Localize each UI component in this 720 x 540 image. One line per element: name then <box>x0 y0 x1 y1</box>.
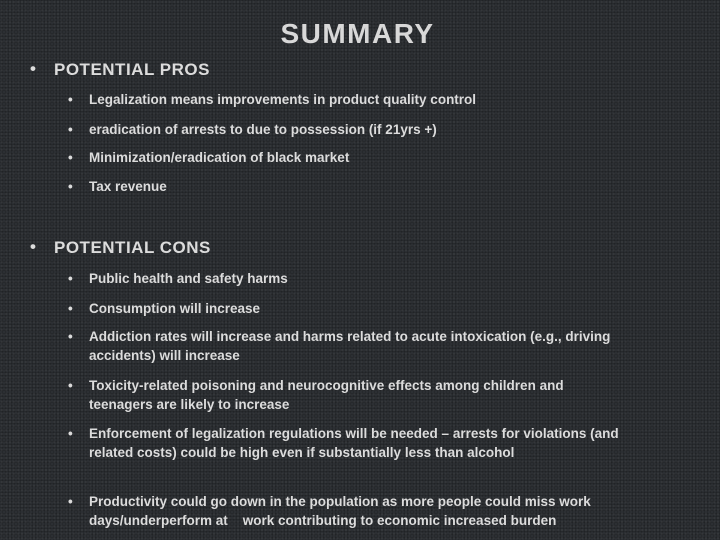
bullet-icon: • <box>68 301 73 316</box>
bullet-icon: • <box>68 378 73 393</box>
list-item-text: Productivity could go down in the population as more people could miss work days/underperform at work contributing to economic increased burden <box>89 494 595 528</box>
list-item-text: Legalization means improvements in product quality control <box>89 92 477 107</box>
list-item-text: Enforcement of legalization regulations will be needed – arrests for violations (and related costs) could be high even if substantially less than alcohol <box>89 426 619 460</box>
list-item <box>68 90 628 109</box>
list-item <box>68 148 628 167</box>
list-item-text: Tax revenue <box>89 179 167 194</box>
list-item-text: Public health and safety harms <box>89 271 288 286</box>
list-item <box>68 327 628 365</box>
list-item-text: eradication of arrests to due to possession (if 21yrs +) <box>89 122 437 137</box>
list-item-text: Toxicity-related poisoning and neurocognitive effects among children and teenagers are likely to increase <box>89 378 564 412</box>
bullet-icon: • <box>30 237 37 256</box>
bullet-icon: • <box>68 271 73 286</box>
list-item <box>68 269 628 288</box>
list-item-text: Addiction rates will increase and harms related to acute intoxication (e.g., driving accidents) will increase <box>89 329 611 363</box>
list-item <box>68 424 628 462</box>
bullet-icon: • <box>68 179 73 194</box>
bullet-icon: • <box>30 59 37 78</box>
list-item <box>68 120 628 139</box>
list-item <box>68 492 628 530</box>
list-item <box>68 299 628 318</box>
bullet-icon: • <box>68 329 73 344</box>
slide: SUMMARY • POTENTIAL PROS • Legalization means improvements in product quality control • eradication of arrests to due to possession (if 21yrs +) • Minimization/eradication of black market • Tax revenue • POTENTIAL CONS • Public health and safety harms • Consumption will increase • Addiction rates will increase and harms related to acute intoxication (e.g., driving accidents) will increase • Toxicity-related poisoning and neurocognitive effects among children and teenagers are likely to increase • Enforcement of legalization regulations will be needed – arrests for violations (and related costs) could be high even if substantially less than alcohol • Productivity could go down in the population as more people could miss work days/underperform at work contributing to economic increased burden <box>0 0 720 540</box>
bullet-icon: • <box>68 494 73 509</box>
list-item <box>68 376 628 414</box>
bullet-icon: • <box>68 426 73 441</box>
list-item-text: Minimization/eradication of black market <box>89 150 350 165</box>
list-item <box>68 177 628 196</box>
bullet-icon: • <box>68 150 73 165</box>
bullet-icon: • <box>68 92 73 107</box>
bullet-icon: • <box>68 122 73 137</box>
slide-title: SUMMARY <box>280 18 435 49</box>
list-item-text: Consumption will increase <box>89 301 261 316</box>
